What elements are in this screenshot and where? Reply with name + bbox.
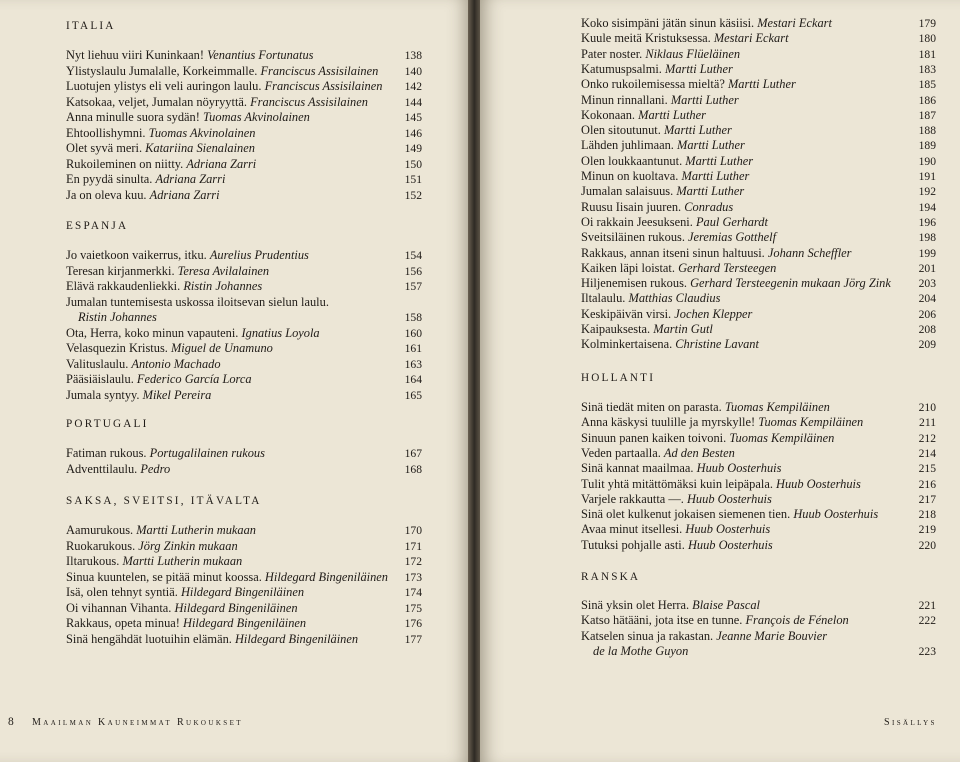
entry-author: Ristin Johannes bbox=[78, 310, 157, 325]
entry-page-number: 215 bbox=[918, 462, 936, 476]
entry-page-number: 187 bbox=[918, 108, 936, 122]
entry-author: Miguel de Unamuno bbox=[170, 341, 273, 356]
entry-title: En pyydä sinulta. bbox=[66, 172, 153, 187]
entry-author: Blaise Pascal bbox=[692, 598, 760, 612]
entry-title: Olet syvä meri. bbox=[66, 141, 143, 156]
entry-page-number: 189 bbox=[918, 139, 936, 153]
entry-author: Niklaus Flüeläinen bbox=[645, 46, 741, 61]
right-page bbox=[480, 0, 960, 762]
entry-author: Christine Lavant bbox=[675, 337, 759, 352]
entry-title: Sinä tiedät miten on parasta. bbox=[581, 400, 722, 414]
left-page bbox=[0, 0, 470, 762]
entry-title: Jumala syntyy. bbox=[66, 387, 140, 402]
toc-entry bbox=[581, 477, 861, 492]
entry-author: Mestari Eckart bbox=[757, 16, 832, 30]
entry-author: Jeremias Gotthelf bbox=[688, 230, 777, 245]
entry-author: Martti Luther bbox=[676, 184, 745, 199]
toc-entry bbox=[66, 172, 225, 187]
entry-title: Iltalaulu. bbox=[581, 291, 626, 306]
entry-author: Ad den Besten bbox=[663, 445, 735, 460]
entry-page-number: 176 bbox=[404, 617, 422, 631]
toc-entry bbox=[66, 110, 310, 125]
entry-page-number: 142 bbox=[404, 80, 422, 94]
toc-entry bbox=[66, 79, 382, 94]
toc-entry bbox=[581, 200, 733, 215]
toc-entry bbox=[581, 400, 830, 415]
entry-page-number: 168 bbox=[404, 462, 422, 476]
toc-entry bbox=[581, 598, 760, 613]
entry-page-number: 179 bbox=[918, 17, 936, 30]
entry-author: Paul Gerhardt bbox=[695, 214, 768, 229]
entry-page-number: 221 bbox=[918, 599, 936, 612]
toc-entry bbox=[581, 47, 740, 62]
entry-author: Martti Luther bbox=[663, 123, 732, 138]
entry-author: Hildegard Bingeniläinen bbox=[264, 569, 389, 584]
entry-title: Sinä kannat maailmaa. bbox=[581, 461, 694, 476]
entry-author: Tuomas Kempiläinen bbox=[729, 430, 835, 445]
entry-author: Katariina Sienalainen bbox=[145, 141, 255, 156]
toc-entry bbox=[581, 629, 827, 644]
entry-page-number: 204 bbox=[918, 292, 936, 306]
entry-author: Matthias Claudius bbox=[628, 291, 721, 306]
entry-page-number: 212 bbox=[918, 431, 936, 445]
entry-page-number: 171 bbox=[404, 539, 422, 553]
entry-author: Gerhard Tersteegen bbox=[678, 260, 777, 275]
entry-author: Martti Lutherin mukaan bbox=[136, 523, 256, 537]
entry-title: Iltarukous. bbox=[66, 554, 120, 569]
entry-title: Kolminkertaisena. bbox=[581, 337, 673, 352]
entry-page-number: 165 bbox=[404, 388, 422, 402]
toc-entry bbox=[66, 95, 368, 110]
toc-entry bbox=[581, 507, 878, 522]
entry-page-number: 206 bbox=[918, 307, 936, 321]
toc-entry bbox=[66, 157, 256, 172]
footer-book-title: Maailman Kauneimmat Rukoukset bbox=[32, 717, 243, 728]
entry-page-number: 216 bbox=[918, 477, 936, 491]
toc-entry bbox=[66, 64, 378, 79]
entry-page-number: 188 bbox=[918, 124, 936, 138]
footer-page-number: 8 bbox=[8, 716, 14, 728]
toc-entry bbox=[581, 307, 752, 322]
toc-entry bbox=[581, 322, 713, 337]
entry-page-number: 172 bbox=[404, 555, 422, 569]
entry-page-number: 144 bbox=[404, 95, 422, 109]
entry-page-number: 198 bbox=[918, 231, 936, 245]
footer-section-title: Sisällys bbox=[884, 717, 937, 728]
section-heading: RANSKA bbox=[581, 571, 641, 583]
entry-page-number: 210 bbox=[918, 401, 936, 414]
entry-page-number: 219 bbox=[918, 523, 936, 537]
entry-author: Martti Luther bbox=[677, 138, 745, 153]
entry-author: Huub Oosterhuis bbox=[696, 461, 782, 476]
entry-title: Teresan kirjanmerkki. bbox=[66, 263, 175, 278]
entry-title: Jumalan tuntemisesta uskossa iloitsevan sielun laulu. bbox=[66, 294, 329, 309]
entry-title: Koko sisimpäni jätän sinun käsiisi. bbox=[581, 16, 755, 30]
entry-title: Minun on kuoltava. bbox=[581, 169, 679, 183]
toc-entry bbox=[66, 48, 313, 63]
entry-title: Jo vaietkoon vaikerrus, itku. bbox=[66, 248, 207, 262]
entry-page-number: 211 bbox=[919, 416, 936, 430]
toc-entry bbox=[581, 230, 776, 245]
toc-entry bbox=[66, 126, 255, 141]
toc-entry bbox=[581, 169, 749, 184]
entry-author: Martti Luther bbox=[685, 153, 754, 168]
toc-entry bbox=[581, 337, 759, 352]
entry-page-number: 192 bbox=[918, 185, 936, 199]
entry-title: Avaa minut itsellesi. bbox=[581, 522, 683, 537]
toc-entry bbox=[66, 372, 252, 387]
entry-page-number: 190 bbox=[918, 154, 936, 168]
entry-page-number: 150 bbox=[404, 157, 422, 171]
entry-author: Franciscus Assisilainen bbox=[260, 63, 379, 78]
entry-title: Ehtoollishymni. bbox=[66, 125, 146, 140]
toc-entry bbox=[66, 279, 262, 294]
toc-entry bbox=[581, 215, 768, 230]
entry-title: Sinua kuuntelen, se pitää minut koossa. bbox=[66, 569, 262, 584]
entry-page-number: 140 bbox=[404, 64, 422, 78]
entry-author: Jochen Klepper bbox=[674, 306, 753, 321]
entry-author: Tuomas Kempiläinen bbox=[724, 400, 830, 414]
entry-title: Jumalan salaisuus. bbox=[581, 184, 674, 199]
entry-page-number: 218 bbox=[918, 508, 936, 522]
entry-title: Aamurukous. bbox=[66, 523, 134, 537]
entry-author: François de Fénelon bbox=[745, 613, 849, 628]
entry-author: Huub Oosterhuis bbox=[793, 507, 879, 522]
entry-page-number: 152 bbox=[404, 188, 422, 202]
entry-page-number: 191 bbox=[918, 170, 936, 183]
entry-title: Anna minulle suora sydän! bbox=[66, 110, 200, 125]
toc-entry bbox=[593, 644, 688, 659]
entry-author: Martti Luther bbox=[665, 61, 733, 76]
entry-page-number: 164 bbox=[404, 373, 422, 387]
entry-author: Martti Luther bbox=[681, 169, 750, 183]
toc-entry bbox=[581, 492, 772, 507]
entry-title: Oi vihannan Vihanta. bbox=[66, 600, 172, 615]
entry-title: Oi rakkain Jeesukseni. bbox=[581, 214, 693, 229]
entry-author: Tuomas Kempiläinen bbox=[758, 415, 864, 430]
entry-author: Pedro bbox=[140, 461, 171, 476]
section-heading: PORTUGALI bbox=[66, 418, 149, 430]
toc-entry bbox=[66, 141, 255, 156]
entry-author: Adriana Zarri bbox=[149, 187, 220, 202]
entry-author: Jeanne Marie Bouvier bbox=[716, 628, 828, 643]
entry-page-number: 183 bbox=[918, 62, 936, 76]
entry-page-number: 158 bbox=[404, 311, 422, 325]
entry-title: Katsokaa, veljet, Jumalan nöyryyttä. bbox=[66, 94, 247, 109]
entry-title: Keskipäivän virsi. bbox=[581, 306, 672, 321]
entry-author: Huub Oosterhuis bbox=[685, 522, 771, 537]
entry-author: Conradus bbox=[684, 199, 734, 214]
entry-page-number: 175 bbox=[404, 601, 422, 615]
entry-title: Rukoileminen on niitty. bbox=[66, 156, 184, 171]
entry-title: Fatiman rukous. bbox=[66, 446, 147, 460]
entry-author: Johann Scheffler bbox=[767, 245, 852, 260]
entry-page-number: 151 bbox=[404, 173, 422, 187]
entry-title: Kaipauksesta. bbox=[581, 322, 651, 336]
entry-author: Adriana Zarri bbox=[155, 172, 226, 187]
entry-page-number: 185 bbox=[918, 78, 936, 92]
entry-author: Antonio Machado bbox=[131, 356, 221, 371]
toc-entry bbox=[581, 62, 733, 77]
entry-author: Ignatius Loyola bbox=[241, 325, 320, 340]
section-heading: ESPANJA bbox=[66, 220, 129, 232]
entry-page-number: 167 bbox=[404, 447, 422, 460]
entry-author: Hildegard Bingeniläinen bbox=[234, 631, 359, 646]
entry-title: Nyt liehuu viiri Kuninkaan! bbox=[66, 48, 204, 62]
entry-title: Sveitsiläinen rukous. bbox=[581, 230, 685, 245]
entry-title: Valituslaulu. bbox=[66, 356, 129, 371]
toc-entry bbox=[581, 154, 753, 169]
entry-title: Kuule meitä Kristuksessa. bbox=[581, 31, 711, 46]
entry-author: Huub Oosterhuis bbox=[686, 491, 772, 506]
toc-entry bbox=[581, 31, 789, 46]
entry-page-number: 208 bbox=[918, 323, 936, 336]
toc-entry bbox=[66, 601, 298, 616]
toc-entry bbox=[581, 16, 832, 31]
entry-page-number: 203 bbox=[918, 277, 936, 291]
entry-author: Martin Gutl bbox=[653, 322, 713, 336]
entry-author: Adriana Zarri bbox=[186, 156, 257, 171]
toc-entry bbox=[66, 341, 273, 356]
entry-author: de la Mothe Guyon bbox=[593, 643, 689, 658]
entry-title: Katso hätääni, jota itse en tunne. bbox=[581, 613, 743, 628]
entry-title: Olen sitoutunut. bbox=[581, 123, 661, 138]
entry-author: Huub Oosterhuis bbox=[776, 476, 861, 491]
toc-entry bbox=[581, 522, 770, 537]
entry-title: Rakkaus, opeta minua! bbox=[66, 616, 180, 631]
toc-entry bbox=[66, 585, 304, 600]
entry-title: Veden partaalla. bbox=[581, 445, 661, 460]
entry-title: Tulit yhtä mitättömäksi kuin leipäpala. bbox=[581, 476, 773, 491]
entry-page-number: 138 bbox=[404, 49, 422, 62]
toc-entry bbox=[581, 613, 849, 628]
entry-author: Martti Luther bbox=[670, 92, 739, 107]
entry-title: Sinä olet kulkenut jokaisen siemenen tien. bbox=[581, 507, 791, 522]
entry-page-number: 199 bbox=[918, 246, 936, 260]
entry-page-number: 163 bbox=[404, 357, 422, 371]
toc-entry bbox=[581, 108, 706, 123]
toc-entry bbox=[581, 415, 863, 430]
entry-author: Venantius Fortunatus bbox=[207, 48, 314, 62]
entry-title: Ja on oleva kuu. bbox=[66, 187, 147, 202]
toc-entry bbox=[66, 523, 256, 538]
toc-entry bbox=[581, 276, 891, 291]
toc-entry bbox=[581, 446, 735, 461]
toc-entry bbox=[66, 248, 309, 263]
entry-author: Teresa Avilalainen bbox=[177, 263, 270, 278]
entry-title: Pääsiäislaulu. bbox=[66, 372, 134, 387]
entry-page-number: 160 bbox=[404, 326, 422, 340]
entry-page-number: 170 bbox=[404, 524, 422, 537]
entry-page-number: 157 bbox=[404, 280, 422, 294]
entry-author: Hildegard Bingeniläinen bbox=[174, 600, 298, 615]
entry-title: Olen loukkaantunut. bbox=[581, 153, 683, 168]
entry-title: Ruokarukous. bbox=[66, 538, 136, 553]
entry-page-number: 223 bbox=[918, 644, 936, 658]
entry-page-number: 201 bbox=[918, 261, 936, 275]
toc-entry bbox=[66, 295, 329, 310]
entry-title: Ylistyslaulu Jumalalle, Korkeimmalle. bbox=[66, 63, 258, 78]
toc-entry bbox=[66, 388, 211, 403]
toc-entry bbox=[66, 616, 306, 631]
entry-title: Sinuun panen kaiken toivoni. bbox=[581, 430, 727, 445]
entry-author: Tuomas Akvinolainen bbox=[148, 125, 256, 140]
entry-title: Hiljenemisen rukous. bbox=[581, 276, 687, 291]
entry-title: Adventtilaulu. bbox=[66, 461, 138, 476]
toc-entry bbox=[581, 261, 776, 276]
entry-page-number: 217 bbox=[918, 492, 936, 506]
entry-title: Velasquezin Kristus. bbox=[66, 341, 168, 356]
toc-entry bbox=[66, 264, 269, 279]
entry-title: Onko rukoilemisessa mieltä? bbox=[581, 77, 725, 92]
entry-title: Minun rinnallani. bbox=[581, 92, 668, 107]
entry-title: Pater noster. bbox=[581, 46, 643, 61]
toc-entry bbox=[581, 184, 744, 199]
entry-page-number: 196 bbox=[918, 215, 936, 229]
entry-page-number: 156 bbox=[404, 264, 422, 278]
toc-entry bbox=[66, 539, 238, 554]
entry-author: Martti Lutherin mukaan bbox=[122, 554, 243, 569]
entry-title: Luotujen ylistys eli veli auringon laulu. bbox=[66, 79, 262, 94]
entry-author: Franciscus Assisilainen bbox=[264, 79, 383, 94]
entry-title: Kokonaan. bbox=[581, 107, 636, 122]
entry-author: Aurelius Prudentius bbox=[209, 248, 309, 262]
entry-author: Mestari Eckart bbox=[713, 31, 789, 46]
entry-page-number: 214 bbox=[918, 446, 936, 460]
entry-author: Franciscus Assisilainen bbox=[250, 94, 368, 109]
entry-page-number: 222 bbox=[918, 614, 936, 628]
entry-page-number: 154 bbox=[404, 249, 422, 262]
toc-entry bbox=[581, 138, 745, 153]
entry-author: Martti Luther bbox=[727, 77, 796, 92]
toc-entry bbox=[66, 357, 221, 372]
entry-title: Lähden juhlimaan. bbox=[581, 138, 674, 153]
section-heading: ITALIA bbox=[66, 20, 116, 32]
entry-page-number: 220 bbox=[918, 538, 936, 552]
entry-author: Martti Luther bbox=[638, 107, 706, 122]
entry-title: Tutuksi pohjalle asti. bbox=[581, 537, 685, 552]
entry-page-number: 145 bbox=[404, 111, 422, 125]
entry-page-number: 180 bbox=[918, 32, 936, 46]
entry-author: Jörg Zinkin mukaan bbox=[138, 538, 238, 553]
entry-title: Ota, Herra, koko minun vapauteni. bbox=[66, 325, 239, 340]
entry-title: Katumuspsalmi. bbox=[581, 61, 662, 76]
toc-entry bbox=[66, 554, 242, 569]
entry-author: Gerhard Tersteegenin mukaan Jörg Zink bbox=[690, 276, 891, 291]
entry-page-number: 149 bbox=[404, 142, 422, 156]
entry-author: Portugalilainen rukous bbox=[149, 446, 265, 460]
entry-title: Katselen sinua ja rakastan. bbox=[581, 628, 714, 643]
toc-entry bbox=[66, 188, 220, 203]
entry-title: Isä, olen tehnyt syntiä. bbox=[66, 585, 178, 600]
entry-title: Rakkaus, annan itseni sinun haltuusi. bbox=[581, 245, 765, 260]
entry-title: Varjele rakkautta —. bbox=[581, 491, 684, 506]
toc-entry bbox=[66, 446, 265, 461]
entry-title: Kaiken läpi loistat. bbox=[581, 260, 675, 275]
toc-entry bbox=[66, 326, 320, 341]
toc-entry bbox=[66, 632, 358, 647]
entry-author: Tuomas Akvinolainen bbox=[202, 110, 310, 125]
entry-page-number: 174 bbox=[404, 586, 422, 600]
entry-page-number: 209 bbox=[918, 338, 936, 352]
toc-entry bbox=[581, 538, 773, 553]
toc-entry bbox=[581, 291, 720, 306]
toc-entry bbox=[581, 461, 781, 476]
entry-page-number: 181 bbox=[918, 47, 936, 61]
toc-entry bbox=[581, 77, 796, 92]
entry-author: Hildegard Bingeniläinen bbox=[183, 616, 307, 631]
toc-entry bbox=[78, 310, 157, 325]
toc-entry bbox=[581, 431, 834, 446]
section-heading: HOLLANTI bbox=[581, 372, 656, 384]
entry-page-number: 177 bbox=[404, 632, 422, 646]
entry-page-number: 161 bbox=[404, 342, 422, 356]
entry-page-number: 194 bbox=[918, 200, 936, 214]
entry-page-number: 186 bbox=[918, 93, 936, 107]
entry-author: Mikel Pereira bbox=[142, 387, 212, 402]
entry-title: Sinä hengähdät luotuihin elämän. bbox=[66, 631, 232, 646]
entry-title: Sinä yksin olet Herra. bbox=[581, 598, 690, 612]
entry-title: Anna käskysi tuulille ja myrskylle! bbox=[581, 415, 756, 430]
toc-entry bbox=[66, 570, 388, 585]
entry-page-number: 173 bbox=[404, 570, 422, 584]
toc-entry bbox=[581, 93, 739, 108]
entry-title: Ruusu Iisain juuren. bbox=[581, 199, 682, 214]
toc-entry bbox=[581, 246, 852, 261]
entry-author: Federico García Lorca bbox=[136, 372, 252, 387]
toc-entry bbox=[581, 123, 732, 138]
entry-title: Elävä rakkaudenliekki. bbox=[66, 279, 181, 294]
entry-page-number: 146 bbox=[404, 126, 422, 140]
entry-author: Ristin Johannes bbox=[183, 279, 263, 294]
entry-author: Hildegard Bingeniläinen bbox=[180, 585, 305, 600]
entry-author: Huub Oosterhuis bbox=[687, 537, 773, 552]
section-heading: SAKSA, SVEITSI, ITÄVALTA bbox=[66, 495, 262, 507]
toc-entry bbox=[66, 462, 170, 477]
